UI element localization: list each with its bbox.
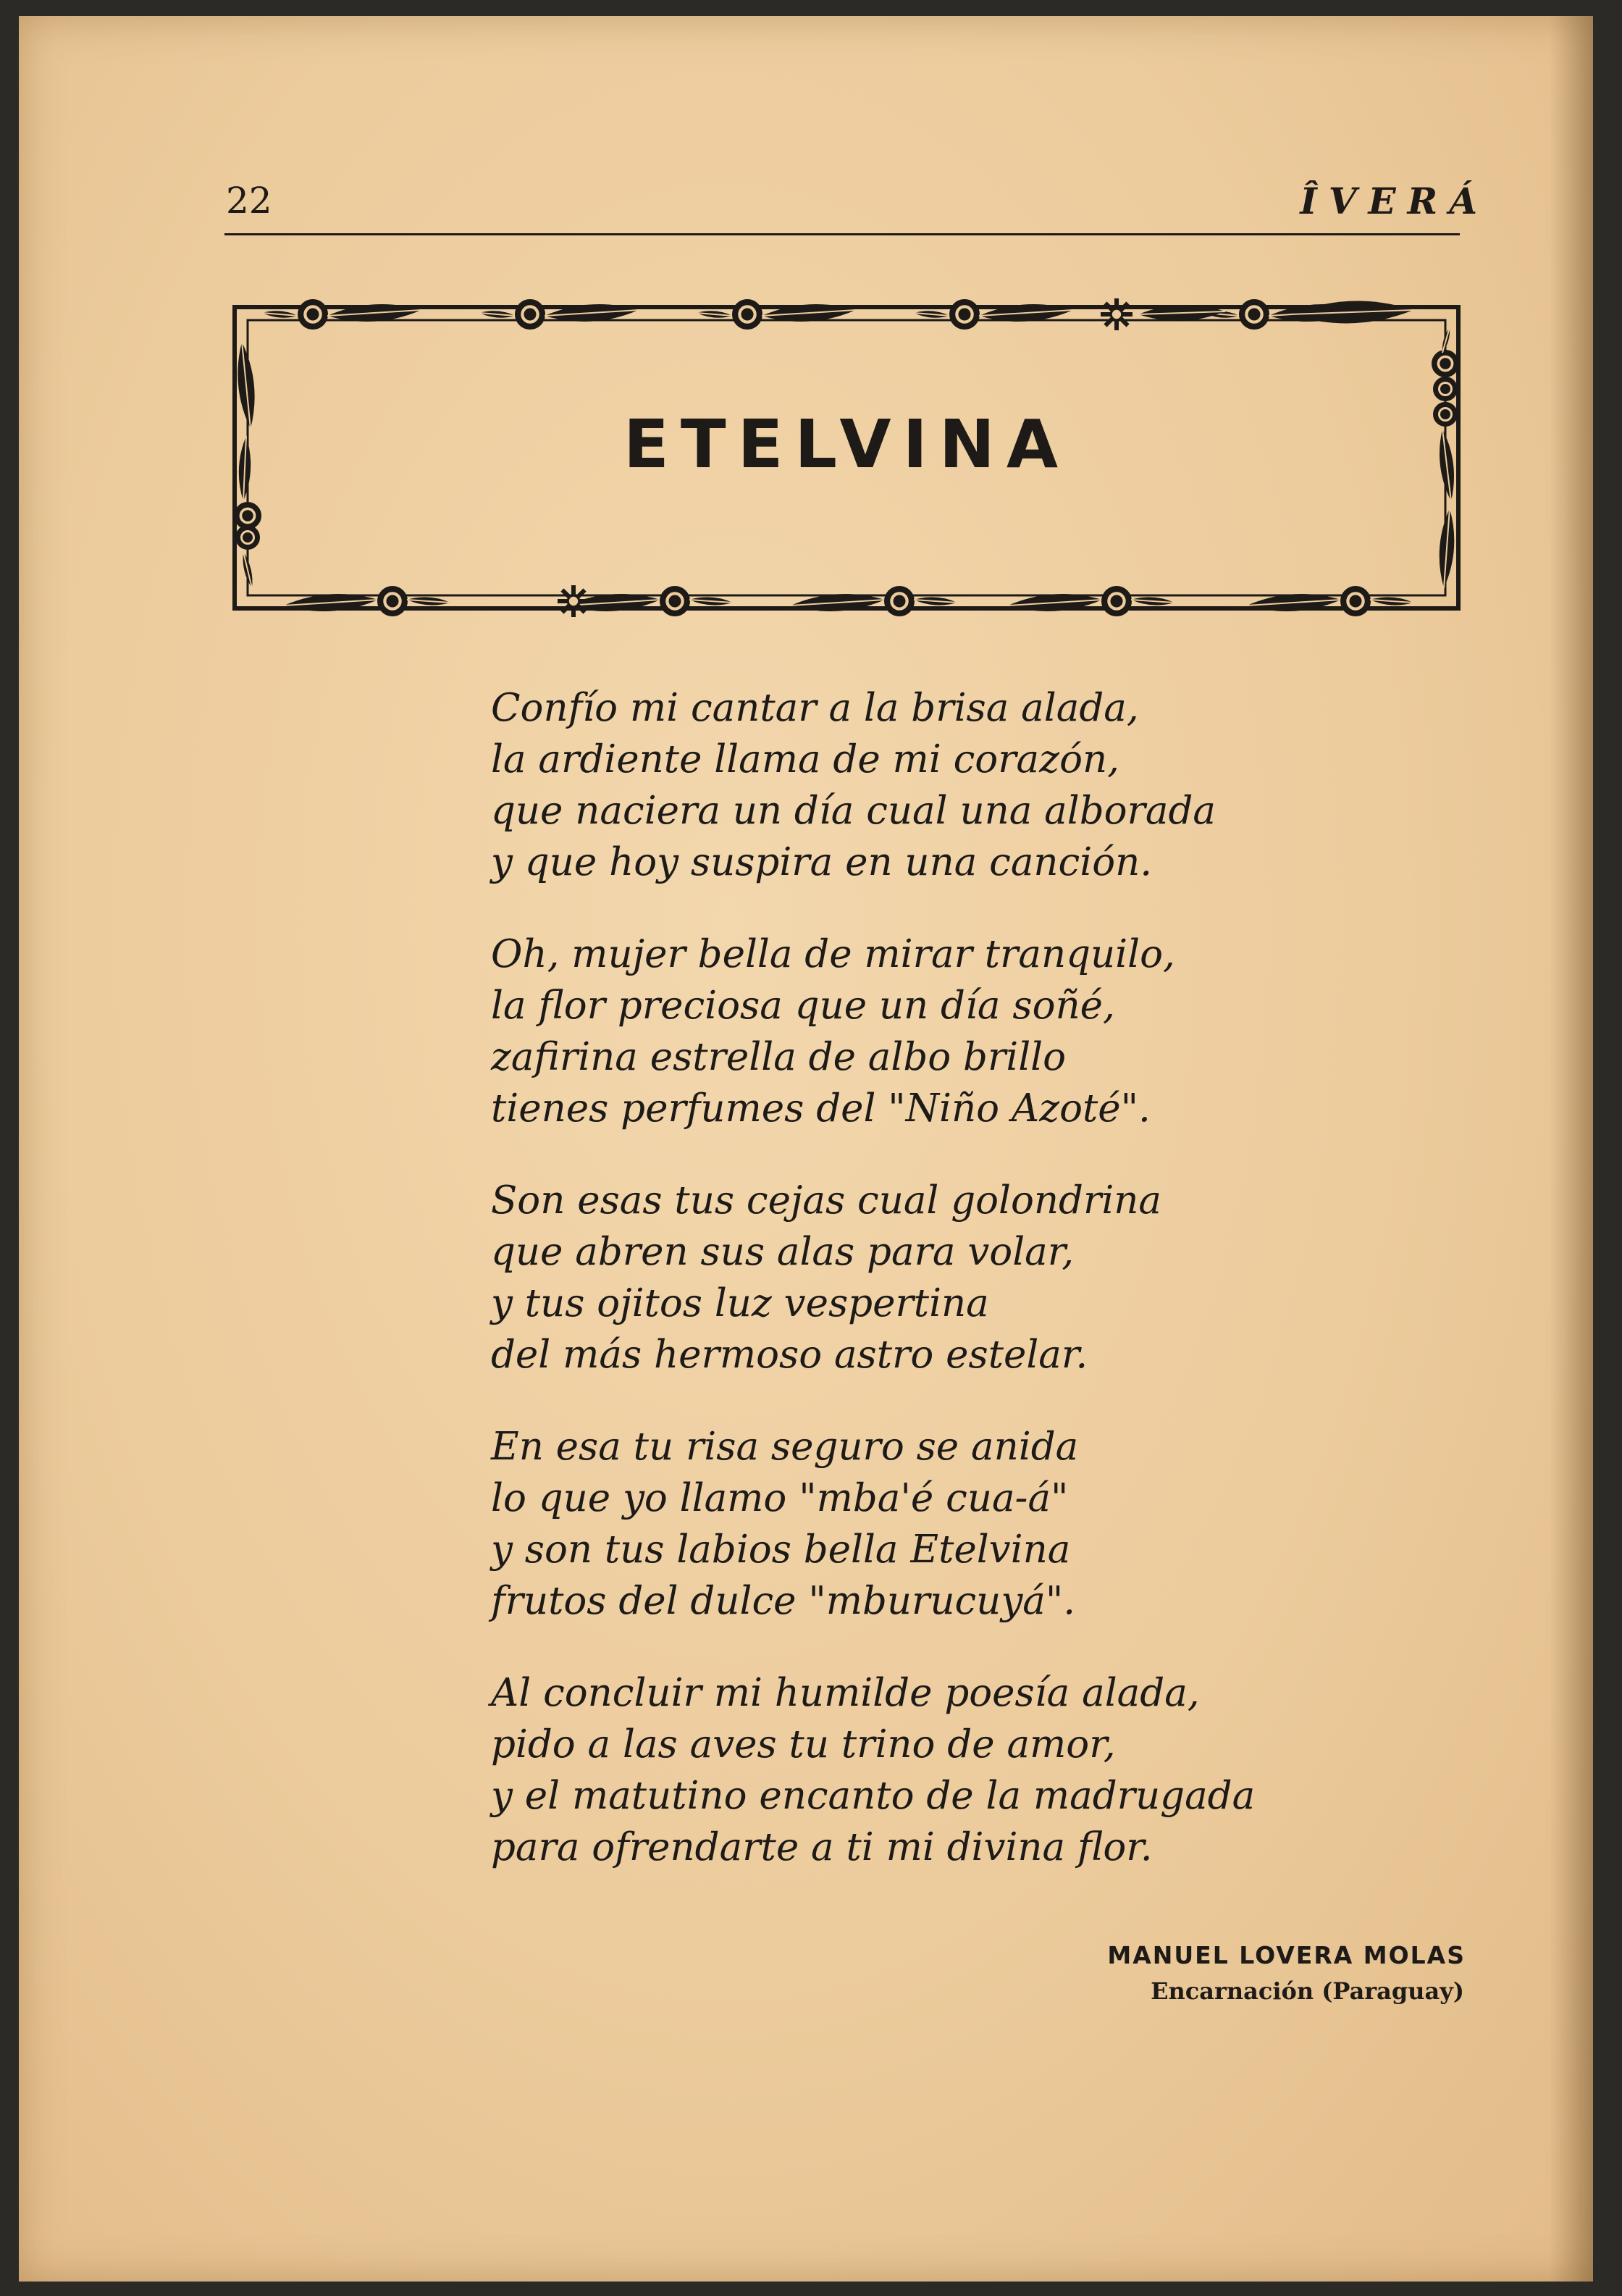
poem-line: pido a las aves tu trino de amor,	[491, 1722, 1116, 1767]
poem-line: del más hermoso astro estelar.	[491, 1333, 1088, 1377]
stanza-2	[491, 929, 1432, 1134]
star-flower-icon	[1101, 298, 1133, 330]
author-name: MANUEL LOVERA MOLAS	[1107, 1941, 1466, 1969]
author-place: Encarnación (Paraguay)	[1151, 1977, 1464, 2005]
bottom-floral-border	[284, 585, 1413, 617]
rose-ornament-icon	[1240, 300, 1269, 329]
poem-line: zafirina estrella de albo brillo	[491, 1035, 1067, 1079]
running-title: ÎVERÁ	[1300, 180, 1489, 222]
page-number: 22	[226, 180, 272, 222]
rose-ornament-icon	[1434, 377, 1457, 401]
poem-line: que abren sus alas para volar,	[491, 1230, 1075, 1274]
poem-line: Confío mi cantar a la brisa alada,	[491, 686, 1139, 730]
poem-line: y el matutino encanto de la madrugada	[491, 1774, 1256, 1818]
poem-line: y tus ojitos luz vespertina	[491, 1281, 989, 1325]
rose-ornament-icon	[660, 587, 689, 616]
rose-ornament-icon	[236, 526, 259, 549]
poem-line: y que hoy suspira en una canción.	[491, 840, 1153, 884]
rose-ornament-icon	[235, 503, 261, 529]
poem-line: lo que yo llamo "mba'é cua-á"	[491, 1476, 1069, 1520]
poem-line: y son tus labios bella Etelvina	[491, 1528, 1071, 1572]
poem-line: la ardiente llama de mi corazón,	[491, 737, 1119, 782]
poem-line: En esa tu risa seguro se anida	[491, 1425, 1079, 1469]
poem-line: frutos del dulce "mburucuyá".	[491, 1579, 1076, 1623]
poem-line: Son esas tus cejas cual golondrina	[491, 1178, 1161, 1223]
rose-ornament-icon	[1432, 351, 1458, 377]
poem-line: Al concluir mi humilde poesía alada,	[491, 1671, 1200, 1715]
rose-ornament-icon	[885, 587, 914, 616]
poem-title: ETELVINA	[623, 406, 1070, 483]
header-rule	[224, 233, 1460, 235]
poem-line: para ofrendarte a ti mi divina flor.	[491, 1825, 1153, 1869]
rose-ornament-icon	[516, 300, 545, 329]
rose-ornament-icon	[733, 300, 762, 329]
poem-line: tienes perfumes del "Niño Azoté".	[491, 1086, 1151, 1131]
top-floral-border	[262, 298, 1413, 330]
poem-line: la flor preciosa que un día soñé,	[491, 984, 1115, 1028]
rose-ornament-icon	[1341, 587, 1370, 616]
stanza-3	[491, 1175, 1432, 1380]
rose-ornament-icon	[1102, 587, 1131, 616]
rose-ornament-icon	[298, 300, 327, 329]
rose-ornament-icon	[378, 587, 407, 616]
poem-body	[491, 682, 1432, 1914]
poem-line: que naciera un día cual una alborada	[491, 789, 1216, 833]
poem-line: Oh, mujer bella de mirar tranquilo,	[491, 932, 1175, 976]
stanza-5	[491, 1667, 1432, 1873]
star-flower-icon	[558, 585, 589, 617]
rose-ornament-icon	[950, 300, 979, 329]
stanza-4	[491, 1421, 1432, 1627]
stanza-1	[491, 682, 1432, 888]
spine-shadow	[1550, 16, 1593, 2282]
